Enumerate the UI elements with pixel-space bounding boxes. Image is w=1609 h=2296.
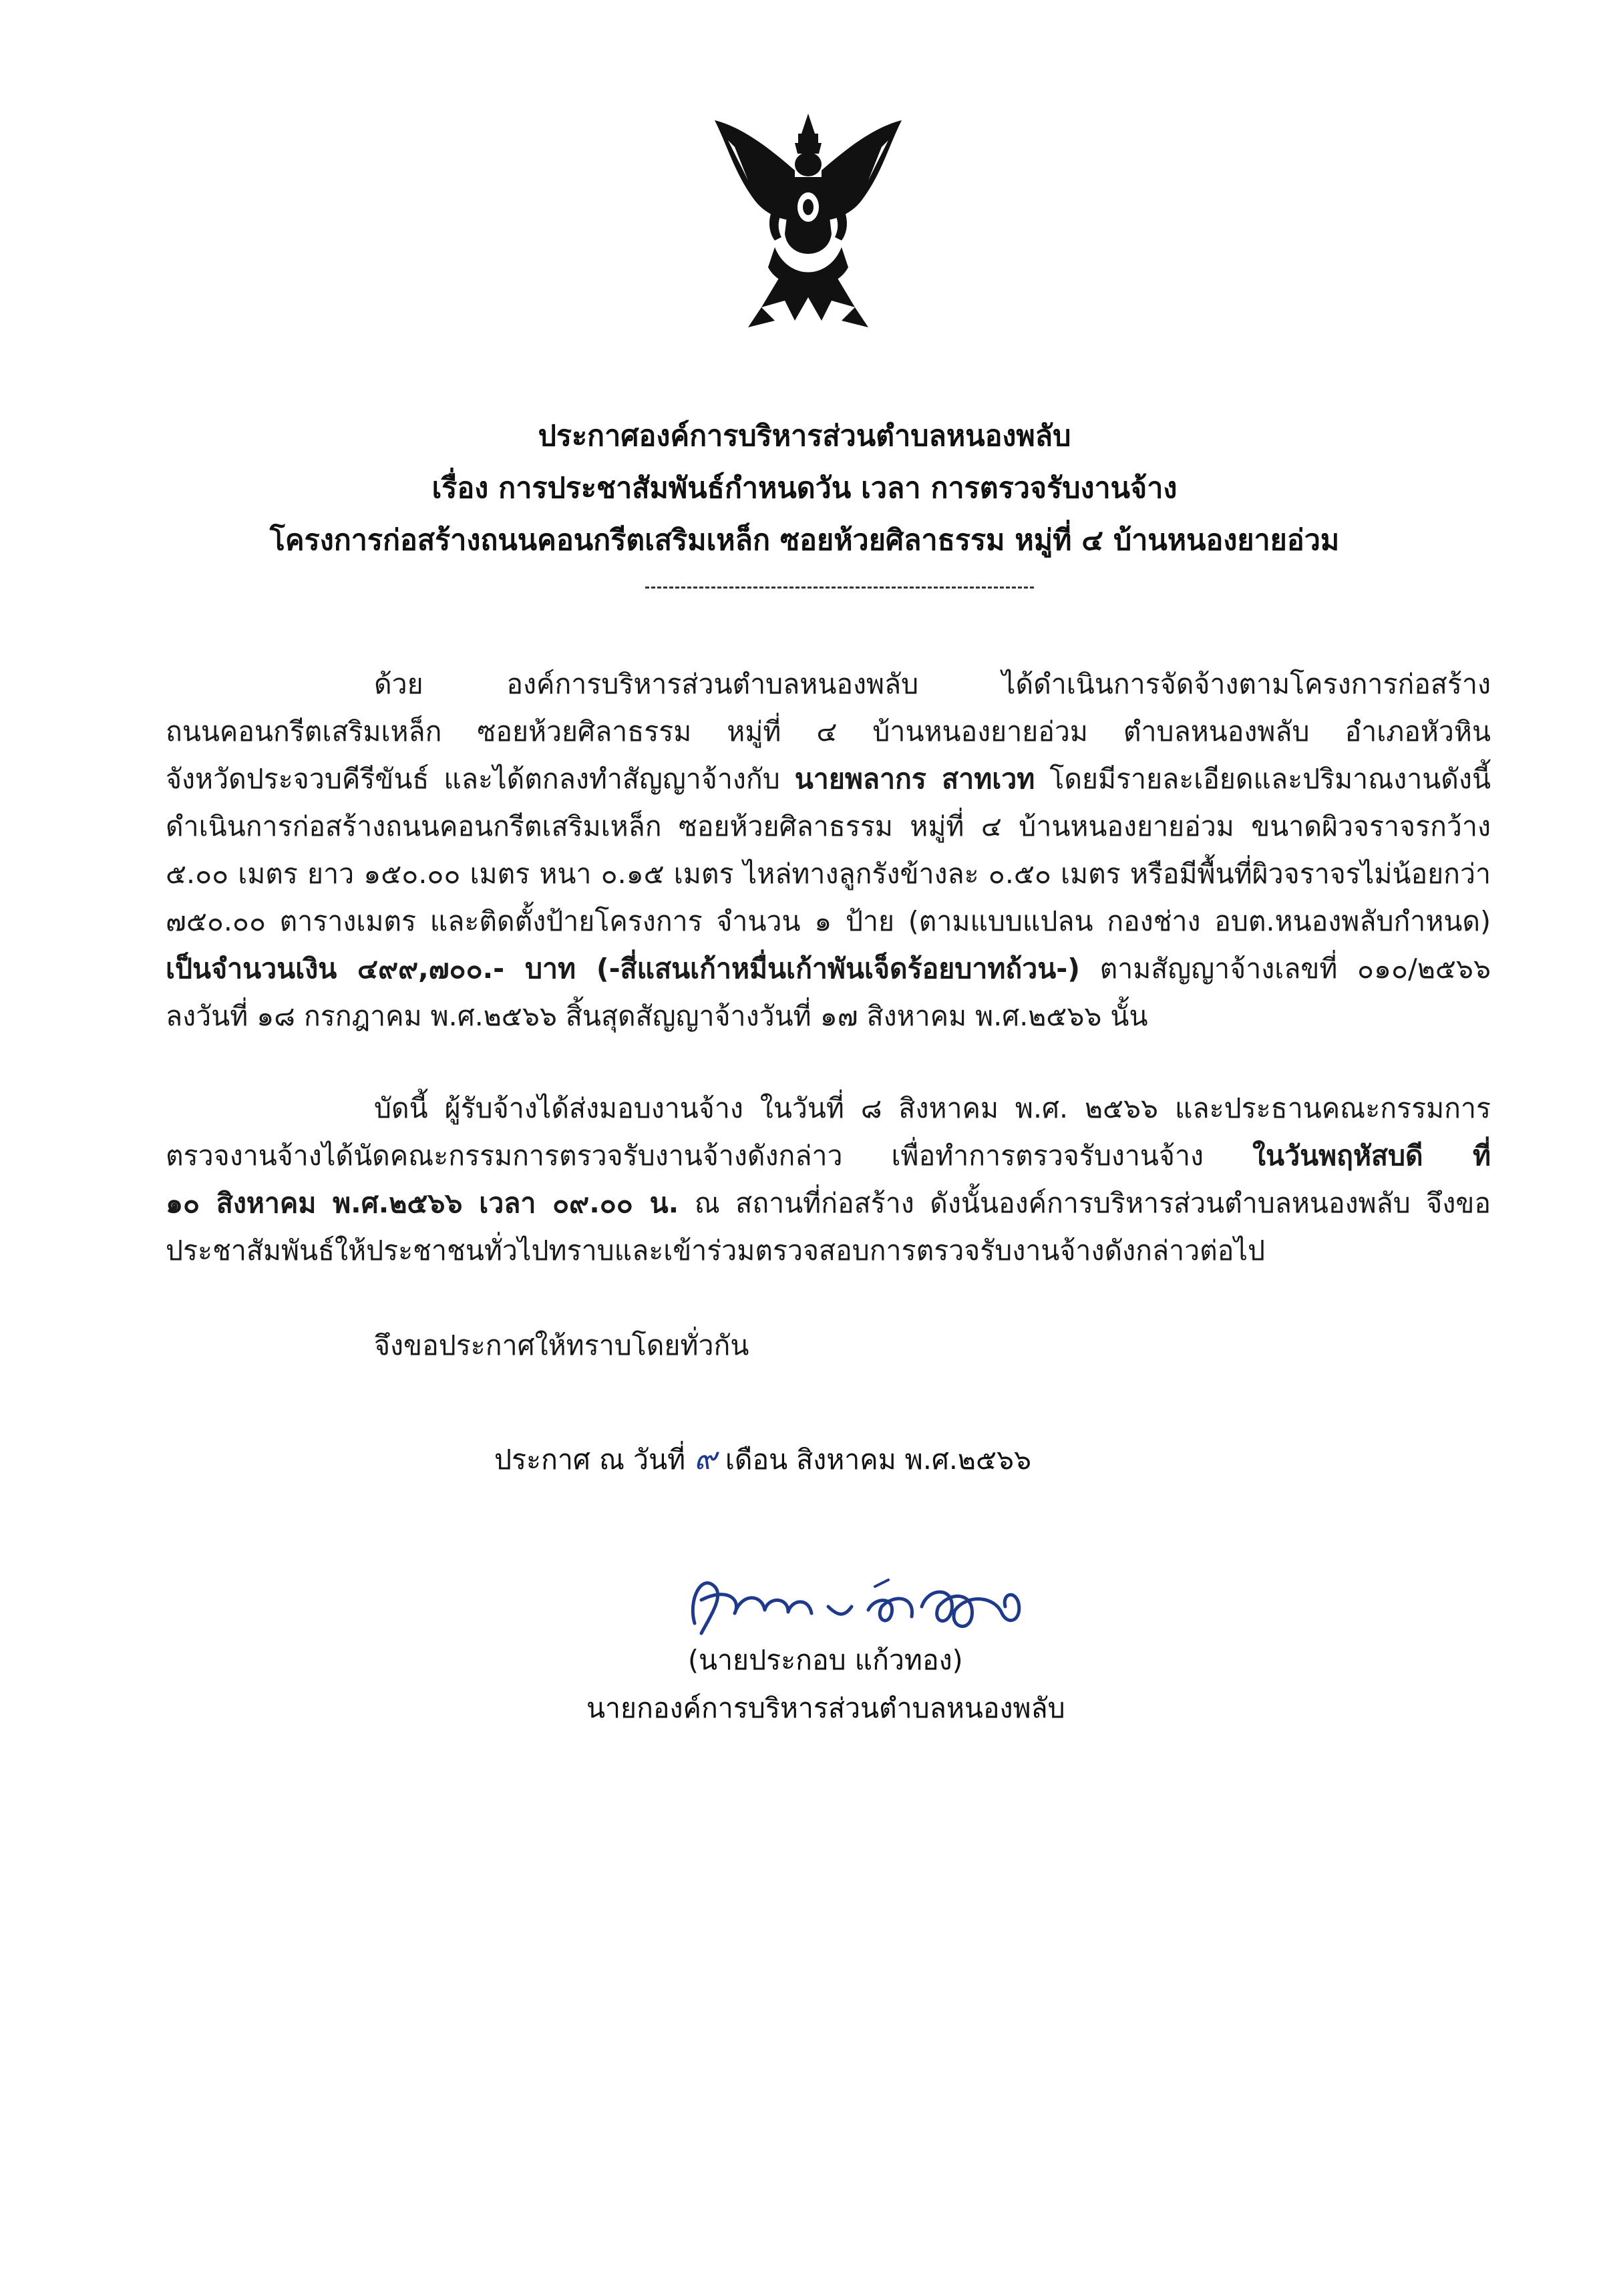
para1-line6: ๗๕๐.๐๐ ตารางเมตร และติดตั้งป้ายโครงการ จำนวน ๑ ป้าย (ตามแบบแปลน กองช่าง อบต.หนองพลับกำหนด) — [166, 905, 1491, 937]
signatory-position: นายกองค์การบริหารส่วนตำบลหนองพลับ — [586, 1692, 1065, 1724]
para2-line2 — [166, 1140, 1491, 1172]
inspection-day: ในวันพฤหัสบดี ที่ — [1252, 1140, 1491, 1172]
para1-line8: ลงวันที่ ๑๘ กรกฎาคม พ.ศ.๒๕๖๖ สิ้นสุดสัญญาจ้างวันที่ ๑๗ สิงหาคม พ.ศ.๒๕๖๖ นั้น — [166, 1000, 1148, 1032]
para2-line3 — [166, 1187, 1491, 1220]
contractor-name: นายพลากร สาทเวท — [794, 763, 1035, 795]
para1-line5: ๕.๐๐ เมตร ยาว ๑๕๐.๐๐ เมตร หนา ๐.๑๕ เมตร ไหล่ทางลูกรังข้างละ ๐.๕๐ เมตร หรือมีพื้นที่ผิวจราจรไม่น้อยกว่า — [166, 858, 1491, 890]
para1-line2: ถนนคอนกรีตเสริมเหล็ก ซอยห้วยศิลาธรรม หมู่ที่ ๔ บ้านหนองยายอ่วม ตำบลหนองพลับ อำเภอหัวหิน — [166, 715, 1491, 748]
para1-line1: ด้วย องค์การบริหารส่วนตำบลหนองพลับ ได้ดำเนินการจัดจ้างตามโครงการก่อสร้าง — [374, 668, 1491, 700]
announce-prefix: ประกาศ ณ วันที่ — [494, 1444, 695, 1476]
para1-line3-text: จังหวัดประจวบคีรีขันธ์ และได้ตกลงทำสัญญาจ้างกับ — [166, 763, 795, 795]
closing-statement: จึงขอประกาศให้ทราบโดยทั่วกัน — [374, 1329, 749, 1361]
document-subject: เรื่อง การประชาสัมพันธ์กำหนดวัน เวลา การตรวจรับงานจ้าง — [431, 472, 1178, 505]
title-divider — [645, 587, 1034, 589]
para2-line4: ประชาสัมพันธ์ให้ประชาชนทั่วไปทราบและเข้าร่วมตรวจสอบการตรวจรับงานจ้างดังกล่าวต่อไป — [166, 1235, 1266, 1267]
handwritten-signature — [675, 1560, 1075, 1650]
para1-line3 — [166, 763, 1491, 796]
project-title: โครงการก่อสร้างถนนคอนกรีตเสริมเหล็ก ซอยห้วยศิลาธรรม หมู่ที่ ๔ บ้านหนองยายอ่วม — [269, 524, 1340, 557]
para2-line1: บัดนี้ ผู้รับจ้างได้ส่งมอบงานจ้าง ในวันที่ ๘ สิงหาคม พ.ศ. ๒๕๖๖ และประธานคณะกรรมการ — [374, 1092, 1491, 1124]
document-title: ประกาศองค์การบริหารส่วนตำบลหนองพลับ — [538, 420, 1071, 453]
signatory-name: (นายประกอบ แก้วทอง) — [688, 1644, 963, 1676]
announce-month-year: เดือน สิงหาคม พ.ศ.๒๕๖๖ — [716, 1444, 1032, 1476]
inspection-datetime: ๑๐ สิงหาคม พ.ศ.๒๕๖๖ เวลา ๐๙.๐๐ น. — [166, 1187, 679, 1219]
contract-number: ตามสัญญาจ้างเลขที่ ๐๑๐/๒๕๖๖ — [1080, 953, 1491, 985]
para2-line2-text: ตรวจงานจ้างได้นัดคณะกรรมการตรวจรับงานจ้างดังกล่าว เพื่อทำการตรวจรับงานจ้าง — [166, 1140, 1253, 1172]
garuda-emblem-icon — [701, 107, 915, 341]
para1-line3-text-end: โดยมีรายละเอียดและปริมาณงานดังนี้ — [1035, 763, 1491, 795]
announcement-date — [494, 1434, 1031, 1483]
contract-amount: เป็นจำนวนเงิน ๔๙๙,๗๐๐.- บาท (-สี่แสนเก้าหมื่นเก้าพันเจ็ดร้อยบาทถ้วน-) — [166, 953, 1081, 985]
handwritten-day: ๙ — [694, 1440, 717, 1476]
para2-line3-text: ณ สถานที่ก่อสร้าง ดังนั้นองค์การบริหารส่วนตำบลหนองพลับ จึงขอ — [679, 1187, 1491, 1219]
para1-line7 — [166, 953, 1491, 985]
para1-line4: ดำเนินการก่อสร้างถนนคอนกรีตเสริมเหล็ก ซอยห้วยศิลาธรรม หมู่ที่ ๔ บ้านหนองยายอ่วม ขนาดผิวจราจรกว้าง — [166, 810, 1491, 842]
